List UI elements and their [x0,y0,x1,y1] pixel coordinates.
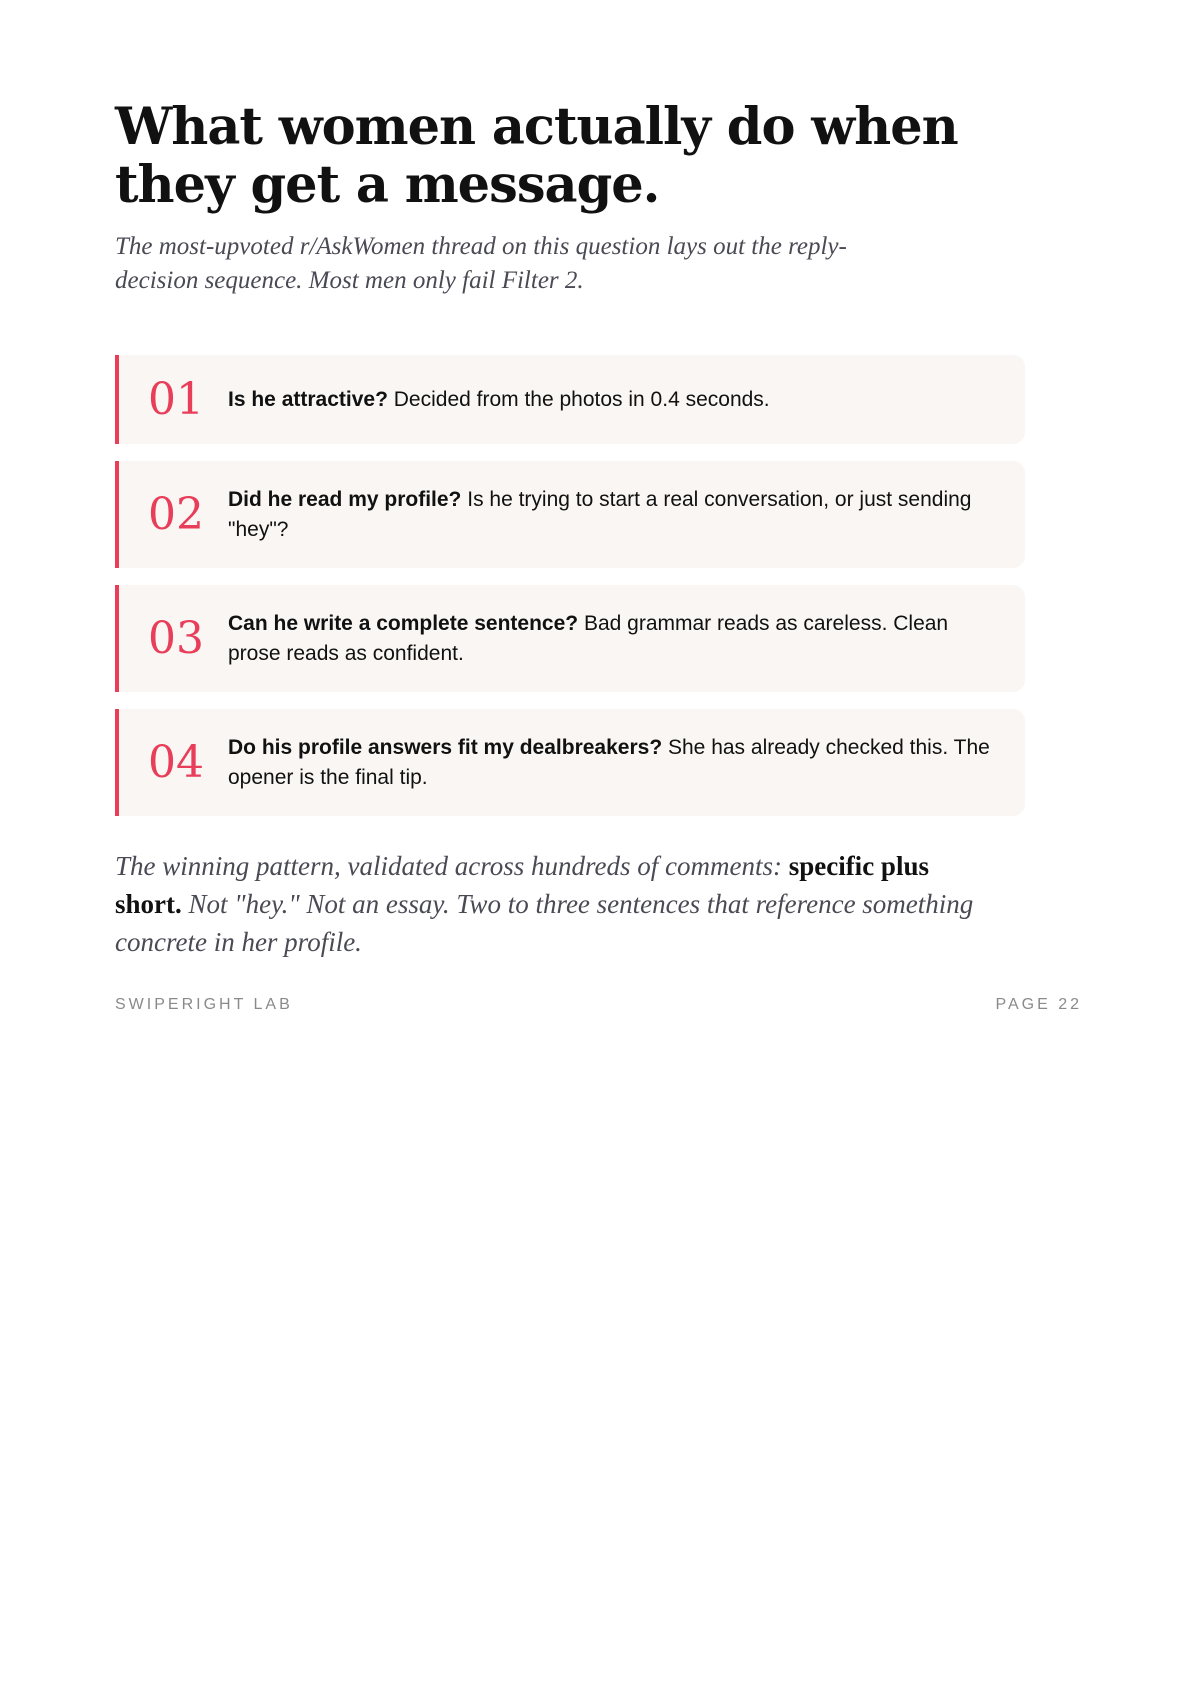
filter-body: Decided from the photos in 0.4 seconds. [393,387,770,411]
closing-paragraph [115,847,995,961]
footer-page-number: PAGE 22 [995,996,1082,1013]
filter-body: She has already checked this. The opener is the final tip. [228,735,990,789]
filter-card-02 [115,461,1025,568]
page-title: What women actually do when they get a message. [115,97,958,215]
page-subtitle: The most-upvoted r/AskWomen thread on this question lays out the reply-decision sequence. Most men only fail Filter 2. [115,233,847,294]
filter-text [228,733,995,793]
page-content [115,98,1082,988]
filter-list [115,355,1082,816]
filter-card-04 [115,709,1025,816]
closing-emphasis: specific plus short. [115,851,929,919]
filter-number: 03 [148,612,204,664]
filter-number: 01 [148,373,204,425]
filter-text [228,385,770,415]
page-footer [115,996,1082,1014]
closing-lead: The winning pattern, validated across hundreds of comments: [115,851,782,881]
filter-heading: Do his profile answers fit my dealbreakers? [228,735,663,759]
filter-body: Bad grammar reads as careless. Clean prose reads as confident. [228,611,949,665]
filter-text [228,485,995,545]
footer-brand: SWIPERIGHT LAB [115,996,293,1013]
filter-body: Is he trying to start a real conversation, or just sending "hey"? [228,487,972,541]
filter-heading: Is he attractive? [228,387,388,411]
filter-text [228,609,995,669]
filter-heading: Did he read my profile? [228,487,462,511]
filter-heading: Can he write a complete sentence? [228,611,579,635]
filter-card-03 [115,585,1025,692]
filter-number: 02 [148,488,204,540]
closing-tail: Not "hey." Not an essay. Two to three sentences that reference something concrete in her profile. [115,889,974,957]
filter-number: 04 [148,736,204,788]
filter-card-01 [115,355,1025,444]
